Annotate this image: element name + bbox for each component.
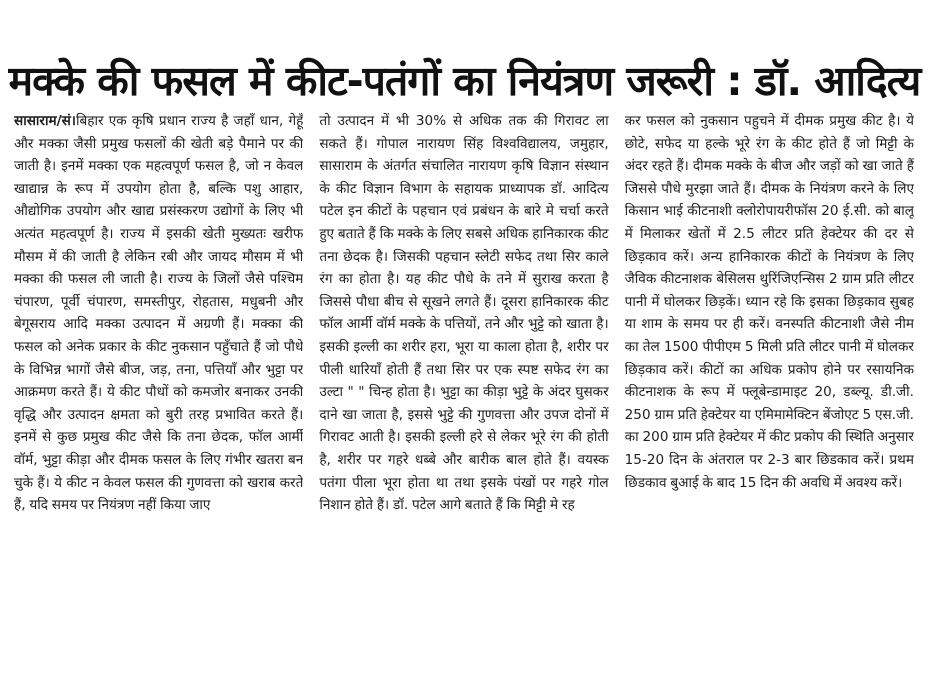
article-body — [14, 110, 914, 670]
article-column-2-text: तो उत्पादन में भी 30% से अधिक तक की गिरावट ला सकते हैं। गोपाल नारायण सिंह विश्वविद्यालय, जमुहार, सासाराम के अंतर्गत संचालित नारायण कृषि विज्ञान संस्थान के कीट विज्ञान विभाग के सहायक प्राध्यापक डॉ. आदित्य पटेल इन कीटों के पहचान एवं प्रबंधन के बारे मे चर्चा करते हुए बताते हैं कि मक्के के लिए सबसे अधिक हानिकारक कीट तना छेदक है। जिसकी पहचान स्लेटी सफेद तथा सिर काले रंग का होता है। यह कीट पौधे के तने में सुराख करता है जिससे पौधा बीच से सूखने लगते हैं। दूसरा हानिकारक कीट फॉल आर्मी वॉर्म मक्के के पत्तियों, तने और भुट्टे को खाता है। इसकी इल्ली का शरीर हरा, भूरा या काला होता है, शरीर पर पीली धारियाँ होती हैं तथा सिर पर एक स्पष्ट सफेद रंग का उल्टा " " चिन्ह होता है। भुट्टा का कीड़ा भुट्टे के अंदर घुसकर दाने खा जाता है, इससे भुट्टे की गुणवत्ता और उपज दोनों में गिरावट आती है। इसकी इल्ली हरे से लेकर भूरे रंग की होती है, शरीर पर गहरे धब्बे और बारीक बाल होते हैं। वयस्क पतंगा पीला भूरा होता था तथा इसके पंखों पर गहरे गोल निशान होते हैं। डॉ. पटेल आगे बताते हैं कि मिट्टी मे रह — [319, 113, 609, 514]
article-dateline: सासाराम/सं। — [14, 113, 76, 129]
article-column-3 — [625, 110, 914, 670]
article-headline: मक्के की फसल में कीट-पतंगों का नियंत्रण जरूरी : डॉ. आदित्य — [8, 57, 921, 106]
article-column-1 — [14, 110, 303, 670]
article-column-2 — [319, 110, 608, 670]
article-column-3-text: कर फसल को नुकसान पहुचने में दीमक प्रमुख कीट है। ये छोटे, सफेद या हल्के भूरे रंग के कीट होते हैं जो मिट्टी के अंदर रहते हैं। दीमक मक्के के बीज और जड़ों को खा जाते हैं जिससे पौधे मुरझा जाते हैं। दीमक के नियंत्रण करने के लिए किसान भाई कीटनाशी क्लोरोपायरीफॉस 20 ई.सी. को बालू में मिलाकर खेतों में 2.5 लीटर प्रति हेक्टेयर की दर से छिड़काव करें। अन्य हानिकारक कीटों के नियंत्रण के लिए जैविक कीटनाशक बेसिलस थुरिंजिएन्सिस 2 ग्राम प्रति लीटर पानी में घोलकर छिड़कें। ध्यान रहे कि इसका छिड़काव सुबह या शाम के समय पर ही करें। वनस्पति कीटनाशी जैसे नीम का तेल 1500 पीपीएम 5 मिली प्रति लीटर पानी में घोलकर छिड़काव करें। कीटों का अधिक प्रकोप होने पर रसायनिक कीटनाशक के रूप में फ्लूबेन्डामाइट 20, डब्ल्यू. डी.जी. 250 ग्राम प्रति हेक्टेयर या एमिमामेक्टिन बेंजोएट 5 एस.जी. का 200 ग्राम प्रति हेक्टेयर में कीट प्रकोप की स्थिति अनुसार 15-20 दिन के अंतराल पर 2-3 बार छिडकाव करें। प्रथम छिडकाव बुआई के बाद 15 दिन की अवधि में अवश्य करें। — [624, 113, 914, 491]
article-column-1-text: बिहार एक कृषि प्रधान राज्य है जहाँ धान, गेहूँ और मक्का जैसी प्रमुख फसलों की खेती बड़े पैमाने पर की जाती है। इनमें मक्का एक महत्वपूर्ण फसल है, जो न केवल खाद्यान्न के रूप में उपयोग होता है, बल्कि पशु आहार, औद्योगिक उपयोग और खाद्य प्रसंस्करण उद्योगों के लिए भी अत्यंत महत्वपूर्ण है। राज्य में इसकी खेती मुख्यतः खरीफ मौसम में की जाती है लेकिन रबी और जायद मौसम में भी मक्का की फसल ली जाती है। राज्य के जिलों जैसे पश्चिम चंपारण, पूर्वी चंपारण, समस्तीपुर, रोहतास, मधुबनी और बेगूसराय आदि मक्का उत्पादन में अग्रणी हैं। मक्का की फसल को अनेक प्रकार के कीट नुकसान पहुँचाते हैं जो पौधे के विभिन्न भागों जैसे बीज, जड़, तना, पत्तियाँ और भुट्टा पर आक्रमण करते हैं। ये कीट पौधों को कमजोर बनाकर उनकी वृद्धि और उत्पादन क्षमता को बुरी तरह प्रभावित करते हैं। इनमें से कुछ प्रमुख कीट जैसे कि तना छेदक, फॉल आर्मी वॉर्म, भुट्टा कीड़ा और दीमक फसल के लिए गंभीर खतरा बन चुके हैं। ये कीट न केवल फसल की गुणवत्ता को खराब करते हैं, यदि समय पर नियंत्रण नहीं किया जाए — [14, 113, 304, 514]
